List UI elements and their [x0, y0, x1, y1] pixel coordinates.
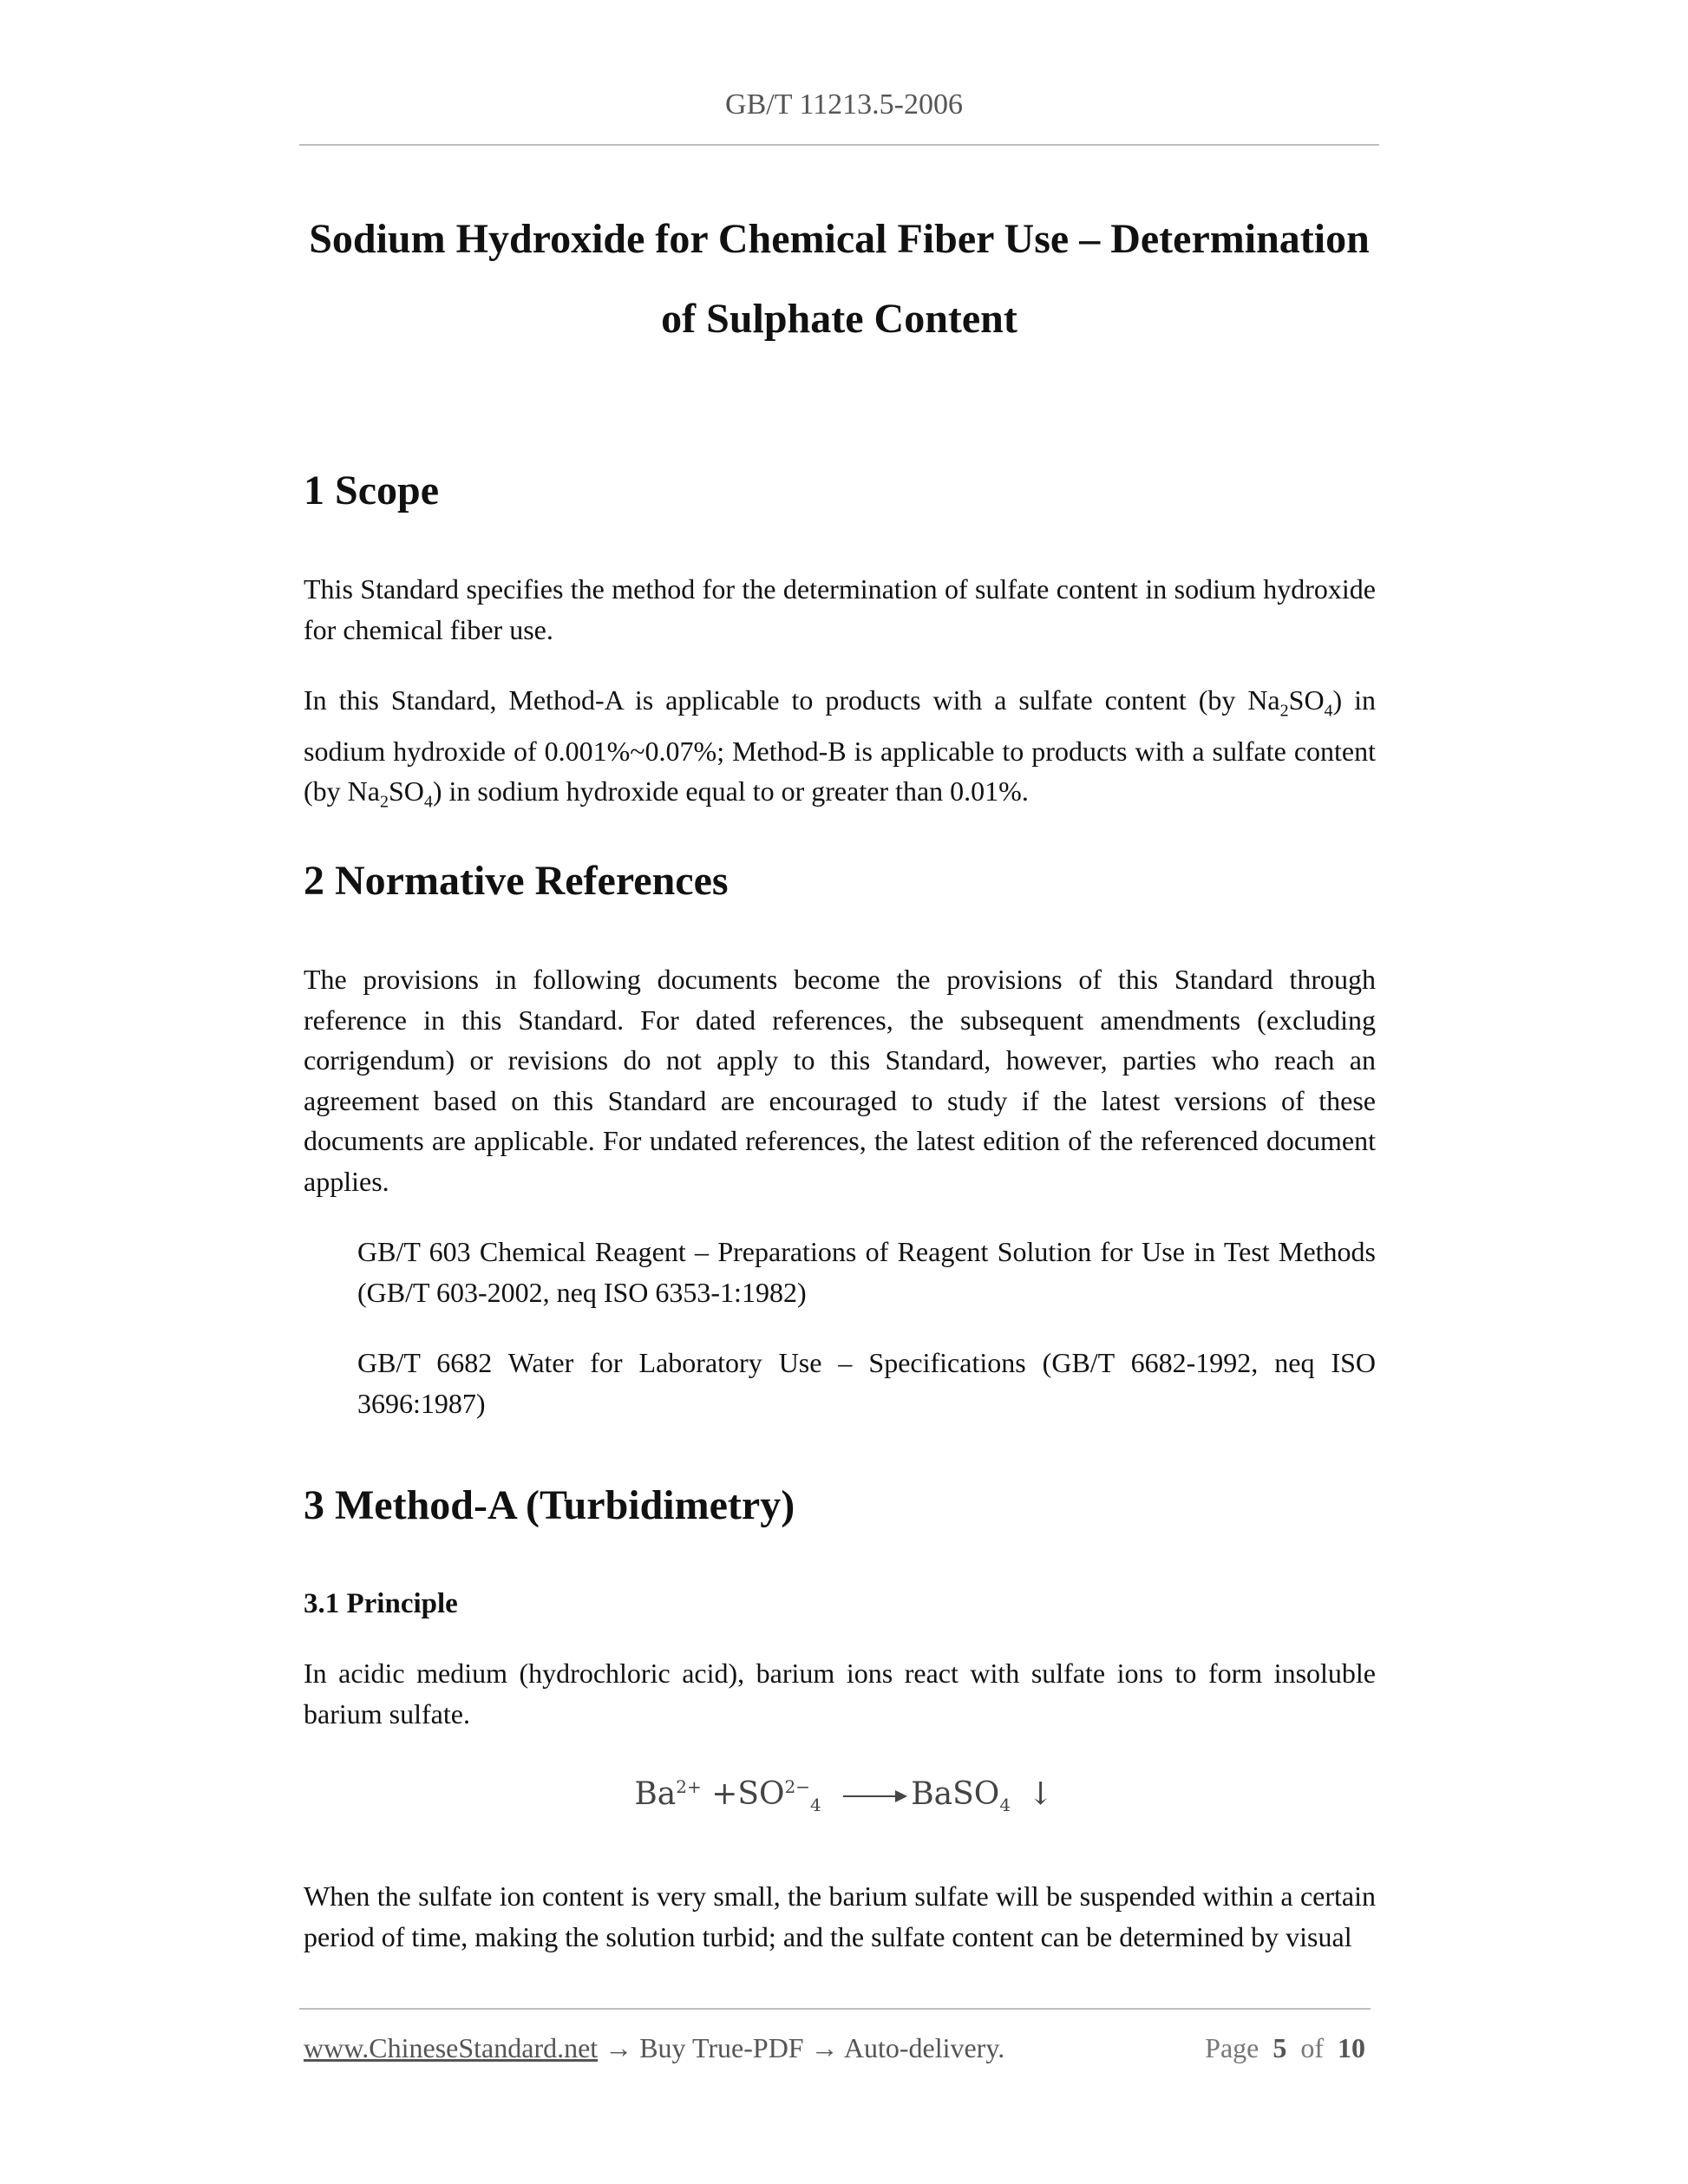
scope-paragraph-1: This Standard specifies the method for the determination of sulfate content in sodium hydroxide for chemical fiber use. [304, 573, 1376, 645]
section-3-heading: 3 Method-A (Turbidimetry) [304, 1482, 795, 1528]
total-pages: 10 [1338, 2032, 1365, 2063]
principle-paragraph-1: In acidic medium (hydrochloric acid), barium ions react with sulfate ions to form insoluble barium sulfate. [304, 1658, 1376, 1730]
header-divider [299, 144, 1379, 146]
reaction-arrow-icon [843, 1795, 906, 1797]
section-2-heading: 2 Normative References [304, 858, 729, 904]
page-number: Page 5 of 10 [1205, 2032, 1365, 2063]
subsection-3-1-heading: 3.1 Principle [304, 1588, 458, 1619]
reference-item: GB/T 6682 Water for Laboratory Use – Specifications (GB/T 6682-1992, neq ISO 3696:1987) [357, 1347, 1376, 1419]
current-page: 5 [1273, 2032, 1287, 2063]
footer-divider [299, 2008, 1371, 2010]
normative-references-paragraph: The provisions in following documents become the provisions of this Standard through reference in this Standard. For dated references, the subsequent amendments (excluding corrigendum) or revisions do not apply to this Standard, however, parties who reach an agreement based on this Standard are encouraged to study if the latest versions of these documents are applicable. For undated references, the latest edition of the referenced document applies. [304, 964, 1376, 1197]
reference-item: GB/T 603 Chemical Reagent – Preparations of Reagent Solution for Use in Test Methods (GB/T 603-2002, neq ISO 6353-1:1982) [357, 1236, 1376, 1308]
document-title [299, 199, 1379, 359]
site-link[interactable]: www.ChineseStandard.net [304, 2032, 599, 2063]
footer-promo [304, 2032, 1004, 2064]
arrow-right-icon: → [810, 2032, 839, 2063]
document-header: GB/T 11213.5-2006 [725, 88, 963, 121]
buy-pdf-text: Buy True-PDF [639, 2032, 804, 2063]
scope-paragraph-2: In this Standard, Method-A is applicable to products with a sulfate content (by $Na_2SO_4$) in sodium hydroxide of 0.001%~0.07%; Method-B is applicable to products with a sulfate content (by $Na_2SO_4$) in sodium hydroxide equal to or greater than 0.01%. [304, 684, 1377, 812]
title-line-2: of Sulphate Content [661, 296, 1017, 342]
chemical-equation: $Ba^{2+} +SO^{2-}_4$ BaSO$_4$ ↓ [634, 1776, 1054, 1816]
precipitate-arrow-icon: ↓ [1027, 1776, 1054, 1812]
principle-paragraph-2: When the sulfate ion content is very small, the barium sulfate will be suspended within a certain period of time, making the solution turbid; and the sulfate content can be determined by visual [304, 1880, 1376, 1952]
arrow-right-icon: → [605, 2032, 633, 2063]
section-1-heading: 1 Scope [304, 468, 439, 513]
delivery-text: Auto-delivery. [843, 2032, 1005, 2063]
title-line-1: Sodium Hydroxide for Chemical Fiber Use – Determination [309, 216, 1370, 262]
